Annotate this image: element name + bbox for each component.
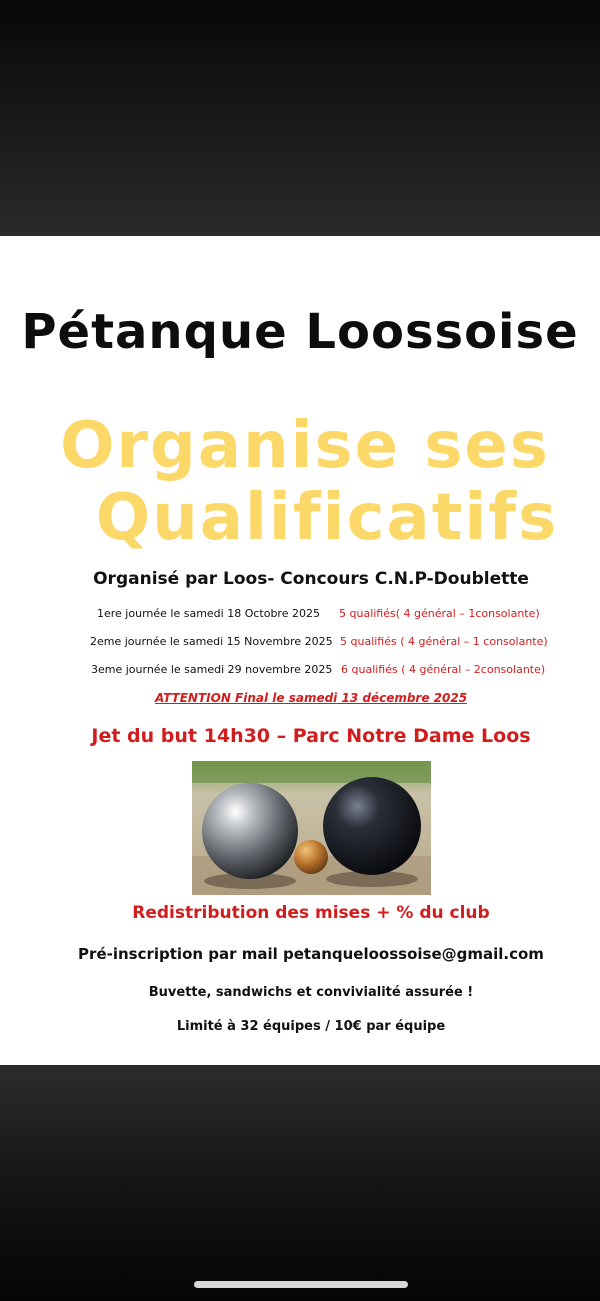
schedule-date: 3eme journée le samedi 29 novembre 2025	[91, 663, 333, 676]
schedule-row	[0, 635, 600, 651]
redistribution-text: Redistribution des mises + % du club	[132, 903, 490, 923]
headline-line-1: Organise ses	[60, 409, 550, 483]
schedule-qualified: 6 qualifiés ( 4 général – 2consolante)	[341, 663, 546, 676]
schedule-date: 2eme journée le samedi 15 Novembre 2025	[90, 635, 333, 648]
bottom-background-band	[0, 1065, 600, 1301]
top-background-band	[0, 0, 600, 236]
headline-line-2: Qualificatifs	[95, 481, 559, 555]
schedule-row	[0, 663, 600, 679]
organizer-subtitle: Organisé par Loos- Concours C.N.P-Doublette	[93, 569, 529, 589]
poster-title: Pétanque Loossoise	[21, 304, 579, 360]
buvette-text: Buvette, sandwichs et convivialité assurée !	[148, 985, 474, 1000]
event-poster	[0, 236, 600, 1065]
schedule-date: 1ere journée le samedi 18 Octobre 2025	[97, 607, 320, 620]
petanque-balls-image	[192, 761, 431, 895]
home-indicator[interactable]	[194, 1281, 408, 1288]
preinscription-text: Pré-inscription par mail petanqueloossoise@gmail.com	[78, 945, 544, 963]
team-limit-text: Limité à 32 équipes / 10€ par équipe	[176, 1019, 446, 1034]
schedule-qualified: 5 qualifiés( 4 général – 1consolante)	[339, 607, 540, 620]
schedule-row	[0, 607, 600, 623]
start-time-location: Jet du but 14h30 – Parc Notre Dame Loos	[91, 725, 531, 747]
schedule-qualified: 5 qualifiés ( 4 général – 1 consolante)	[340, 635, 548, 648]
final-attention-notice: ATTENTION Final le samedi 13 décembre 2025	[154, 691, 468, 705]
